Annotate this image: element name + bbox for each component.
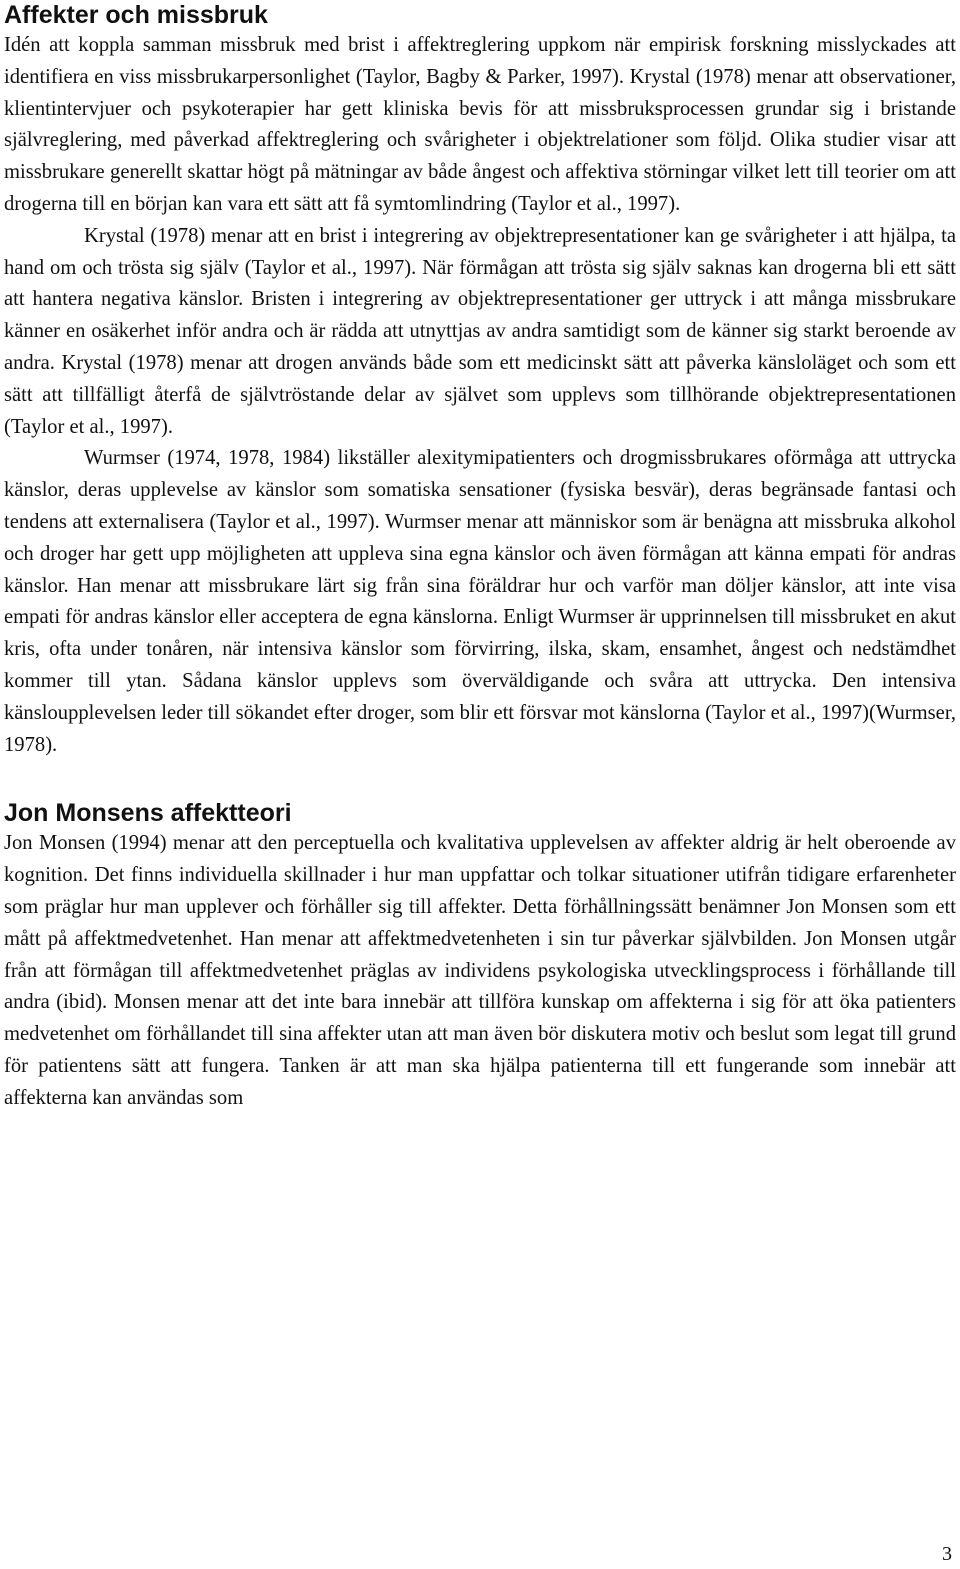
- paragraph-affekter-3: Wurmser (1974, 1978, 1984) likställer alexitymipatienters och drogmissbrukares oförmåga att uttrycka känslor, deras upplevelse av känslor som somatiska sensationer (fysiska besvär), deras begränsade fantasi och tendens att externalisera (Taylor et al., 1997). Wurmser menar att människor som är benägna att missbruka alkohol och droger har gett upp möjligheten att uppleva sina egna känslor och även förmågan att känna empati för andras känslor. Han menar att missbrukare lärt sig från sina föräldrar hur och varför man döljer känslor, att inte visa empati för andras känslor eller acceptera de egna känslorna. Enligt Wurmser är upprinnelsen till missbruket en akut kris, ofta under tonåren, när intensiva känslor som förvirring, ilska, skam, ensamhet, ångest och nedstämdhet kommer till ytan. Sådana känslor upplevs som överväldigande och svåra att uttrycka. Den intensiva känsloupplevelsen leder till sökandet efter droger, som blir ett försvar mot känslorna (Taylor et al., 1997)(Wurmser, 1978).: [4, 447, 956, 756]
- paragraph-affekter-1: Idén att koppla samman missbruk med brist i affektreglering uppkom när empirisk forskning misslyckades att identifiera en viss missbrukarpersonlighet (Taylor, Bagby & Parker, 1997). Krystal (1978) menar att observationer, klientintervjuer och psykoterapier har gett kliniska bevis för att missbruksprocessen grundar sig i bristande självreglering, med påverkad affektreglering och svårigheter i objektrelationer som följd. Olika studier visar att missbrukare generellt skattar högt på mätningar av både ångest och affektiva störningar vilket lett till teorier om att drogerna till en början kan vara ett sätt att få symtomlindring (Taylor et al., 1997).: [4, 34, 956, 215]
- paragraph-monsen-1: Jon Monsen (1994) menar att den perceptuella och kvalitativa upplevelsen av affekter aldrig är helt oberoende av kognition. Det finns individuella skillnader i hur man uppfattar och tolkar situationer utifrån tidigare erfarenheter som präglar hur man upplever och förhåller sig till affekter. Detta förhållningssätt benämner Jon Monsen som ett mått på affektmedvetenhet. Han menar att affektmedvetenheten i sin tur påverkar självbilden. Jon Monsen utgår från att förmågan till affektmedvetenhet präglas av individens psykologiska utvecklingsprocess i förhållande till andra (ibid). Monsen menar att det inte bara innebär att tillföra kunskap om affekterna i sig för att öka patienters medvetenhet om förhållandet till sina affekter utan att man även bör diskutera motiv och beslut som legat till grund för patientens sätt att fungera. Tanken är att man ska hjälpa patienterna till ett fungerande som innebär att affekterna kan användas som: [4, 832, 956, 1109]
- section-heading-affekter: Affekter och missbruk: [4, 1, 268, 29]
- paragraph-affekter-2: Krystal (1978) menar att en brist i integrering av objektrepresentationer kan ge svårigheter i att hjälpa, ta hand om och trösta sig själv (Taylor et al., 1997). När förmågan att trösta sig själv saknas kan drogerna bli ett sätt att hantera negativa känslor. Bristen i integrering av objektrepresentationer ger uttryck i att många missbrukare känner en osäkerhet inför andra och är rädda att utnyttjas av andra samtidigt som de känner sig starkt beroende av andra. Krystal (1978) menar att drogen används både som ett medicinskt sätt att påverka känsloläget och som ett sätt att tillfälligt återfå de självtröstande delar av självet som upplevs som tillhörande objektrepresentationen (Taylor et al., 1997).: [4, 224, 956, 438]
- section-heading-monsen: Jon Monsens affektteori: [4, 799, 292, 828]
- document-page: [4, 0, 956, 1115]
- page-number: 3: [942, 1543, 952, 1565]
